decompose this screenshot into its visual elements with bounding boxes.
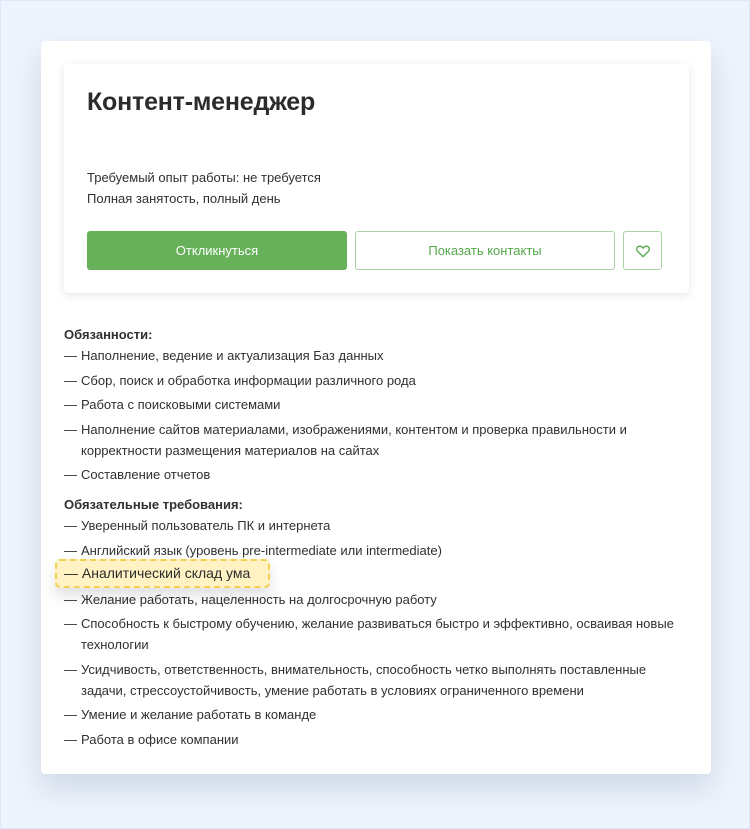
requirement-item: — Умение и желание работать в команде [64,707,317,722]
apply-button[interactable]: Откликнуться [87,231,347,270]
heart-icon [635,243,651,259]
vacancy-title: Контент-менеджер [87,88,316,116]
requirement-item: — Уверенный пользователь ПК и интернета [64,518,331,533]
duty-item: — Составление отчетов [64,467,211,482]
requirements-title: Обязательные требования: [64,497,243,512]
requirement-item: — Работа в офисе компании [64,731,239,747]
duty-item: — Работа с поисковыми системами [64,397,281,412]
favorite-button[interactable] [623,231,662,270]
duties-title: Обязанности: [64,327,153,342]
vacancy-header-card [64,64,689,293]
duty-item: — Наполнение, ведение и актуализация Баз данных [64,348,384,363]
experience-requirement: Требуемый опыт работы: не требуется [87,170,321,185]
requirement-item: — Желание работать, нацеленность на долгосрочную работу [64,591,437,607]
requirement-item: — Усидчивость, ответственность, внимательность, способность четко выполнять поставленные задачи, стрессоустойчивость, умение работать в условиях ограниченного времени [64,661,647,698]
requirement-item: — Способность к быстрому обучению, желание развиваться быстро и эффективно, осваивая новые технологии [64,616,674,652]
highlighted-requirement[interactable]: — Аналитический склад ума [55,559,270,588]
duties-section [64,325,689,489]
employment-type: Полная занятость, полный день [87,191,281,206]
vacancy-page [41,41,711,774]
duty-item: — Наполнение сайтов материалами, изображениями, контентом и проверка правильности и корректности размещения материалов на сайтах [64,421,627,458]
requirements-section [64,495,689,753]
highlighted-requirement-text: Аналитический склад ума [81,565,251,581]
duty-item: — Сбор, поиск и обработка информации различного рода [64,372,416,388]
show-contacts-button[interactable]: Показать контакты [355,231,615,270]
requirement-item: — Английский язык (уровень pre-intermediate или intermediate) [64,542,442,558]
